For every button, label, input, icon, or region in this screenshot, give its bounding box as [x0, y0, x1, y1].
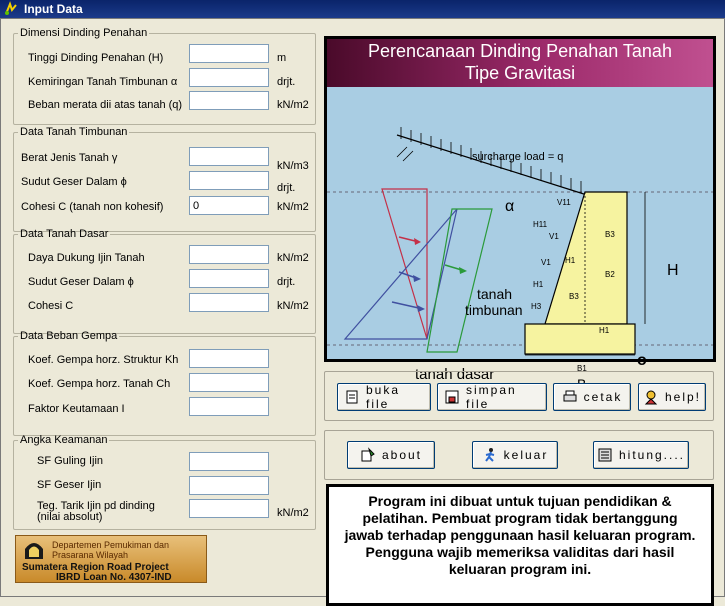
help-button[interactable] — [638, 383, 706, 411]
alpha-label: α — [505, 198, 515, 215]
dimension-H: H — [667, 262, 679, 279]
unit-drjt: drjt. — [277, 276, 296, 288]
label-koef-struktur: Koef. Gempa horz. Struktur Kh — [28, 354, 179, 366]
save-file-label: simpan file — [466, 383, 517, 411]
daya-dukung-input[interactable] — [189, 245, 269, 264]
retaining-wall-diagram — [327, 87, 713, 383]
unit-drjt: drjt. — [277, 182, 296, 194]
unit-knm2: kN/m2 — [277, 300, 309, 312]
help-label: help! — [664, 390, 702, 404]
force-arrows — [392, 237, 467, 312]
force-label: B3 — [569, 292, 579, 301]
disclaimer-notice: Program ini dibuat untuk tujuan pendidikan & pelatihan. Pembuat program tidak bertanggung jawab terhadap penggunaan hasil keluaran program. Pengguna wajib memeriksa validitas dari hasil keluaran program ini. — [326, 484, 714, 606]
koef-tanah-input[interactable] — [189, 373, 269, 392]
group-legend: Dimensi Dinding Penahan — [20, 27, 148, 39]
diagram-panel — [324, 36, 716, 383]
help-icon — [643, 389, 659, 405]
label-tinggi-dinding: Tinggi Dinding Penahan (H) — [28, 52, 164, 64]
logo-line-4: IBRD Loan No. 4307-IND — [56, 572, 172, 583]
about-button[interactable] — [347, 441, 435, 469]
calculate-button[interactable] — [593, 441, 689, 469]
group-legend: Data Beban Gempa — [20, 330, 118, 342]
label-koef-tanah: Koef. Gempa horz. Tanah Ch — [28, 378, 171, 390]
sponsor-logo — [15, 535, 207, 583]
window-title: Input Data — [24, 2, 83, 16]
wall-footing — [525, 324, 635, 354]
force-label: B3 — [605, 230, 615, 239]
unit-m: m — [277, 52, 287, 64]
label-teg-tarik: Teg. Tarik Ijin pd dinding (nilai absolut) — [37, 500, 155, 523]
berat-jenis-input[interactable] — [189, 147, 269, 166]
tinggi-dinding-input[interactable] — [189, 44, 269, 63]
faktor-keutamaan-input[interactable] — [189, 397, 269, 416]
print-label: cetak — [583, 390, 623, 404]
group-legend: Data Tanah Timbunan — [20, 126, 128, 138]
teg-tarik-input[interactable] — [189, 499, 269, 518]
logo-line-3: Sumatera Region Road Project — [22, 562, 169, 573]
exit-label: keluar — [503, 448, 549, 462]
tanah-timbunan-label-1: tanah — [477, 286, 513, 302]
calculate-label: hitung.... — [618, 448, 686, 462]
unit-knm2: kN/m2 — [277, 252, 309, 264]
label-sf-geser: SF Geser Ijin — [37, 479, 102, 491]
window-titlebar — [0, 0, 725, 18]
beban-merata-input[interactable] — [189, 91, 269, 110]
force-label: V11 — [557, 198, 571, 207]
unit-drjt: drjt. — [277, 76, 296, 88]
sudut-geser-input[interactable] — [189, 171, 269, 190]
diagram-title-line2: Tipe Gravitasi — [464, 63, 576, 83]
unit-knm2: kN/m2 — [277, 99, 309, 111]
surcharge-label: surcharge load = q — [472, 151, 564, 163]
koef-struktur-input[interactable] — [189, 349, 269, 368]
force-label: H1 — [599, 326, 610, 335]
open-file-button[interactable] — [337, 383, 431, 411]
force-label: B1 — [577, 364, 587, 373]
kemiringan-input[interactable] — [189, 68, 269, 87]
label-daya-dukung: Daya Dukung Ijin Tanah — [28, 252, 145, 264]
pressure-triangle-red — [382, 189, 427, 339]
ministry-emblem-icon — [22, 539, 46, 561]
surcharge-line — [397, 135, 587, 195]
logo-line-1: Departemen Pemukiman dan — [52, 540, 170, 550]
cohesi-dasar-input[interactable] — [189, 293, 269, 312]
label-kemiringan: Kemiringan Tanah Timbunan α — [28, 76, 178, 88]
label-cohesi: Cohesi C (tanah non kohesif) — [21, 201, 164, 213]
diagram-header — [327, 39, 713, 87]
unit-knm2: kN/m2 — [277, 507, 309, 519]
force-label: H1 — [565, 256, 576, 265]
sudut-geser-dasar-input[interactable] — [189, 269, 269, 288]
force-label: V1 — [549, 232, 559, 241]
tanah-dasar-label: tanah dasar — [415, 366, 495, 383]
label-cohesi-dasar: Cohesi C — [28, 300, 74, 312]
force-label: H11 — [533, 220, 548, 229]
calculate-icon — [597, 447, 613, 463]
diagram-title-line1: Perencanaan Dinding Penahan Tanah — [368, 41, 672, 61]
label-berat-jenis: Berat Jenis Tanah γ — [21, 152, 118, 164]
input-data-form — [0, 18, 725, 597]
app-icon — [4, 2, 18, 16]
open-file-label: buka file — [366, 383, 401, 411]
print-button[interactable] — [553, 383, 631, 411]
about-label: about — [381, 448, 423, 462]
force-label: H1 — [533, 280, 544, 289]
group-legend: Angka Keamanan — [20, 434, 108, 446]
cohesi-input[interactable] — [189, 196, 269, 215]
about-icon — [360, 447, 376, 463]
logo-line-2: Prasarana Wilayah — [52, 550, 129, 560]
save-file-icon — [444, 389, 460, 405]
label-sudut-geser-dasar: Sudut Geser Dalam ϕ — [28, 276, 134, 288]
group-legend: Data Tanah Dasar — [20, 228, 109, 240]
force-label: B2 — [605, 270, 615, 279]
exit-icon — [482, 447, 498, 463]
unit-knm2: kN/m2 — [277, 201, 309, 213]
save-file-button[interactable] — [437, 383, 547, 411]
gravity-wall — [545, 192, 627, 324]
tanah-timbunan-label-2: timbunan — [465, 302, 523, 318]
print-icon — [562, 389, 578, 405]
unit-knm3: kN/m3 — [277, 160, 309, 172]
sf-guling-input[interactable] — [189, 452, 269, 471]
force-label: V1 — [541, 258, 551, 267]
toe-point-O: o — [637, 352, 647, 369]
soil-wedge-green — [427, 209, 492, 352]
force-label: H3 — [531, 302, 542, 311]
exit-button[interactable] — [472, 441, 558, 469]
label-sudut-geser: Sudut Geser Dalam ϕ — [21, 176, 127, 188]
label-sf-guling: SF Guling Ijin — [37, 455, 104, 467]
label-beban-merata: Beban merata dii atas tanah (q) — [28, 99, 183, 111]
sf-geser-input[interactable] — [189, 476, 269, 495]
open-file-icon — [344, 389, 360, 405]
label-faktor-keutamaan: Faktor Keutamaan I — [28, 403, 125, 415]
